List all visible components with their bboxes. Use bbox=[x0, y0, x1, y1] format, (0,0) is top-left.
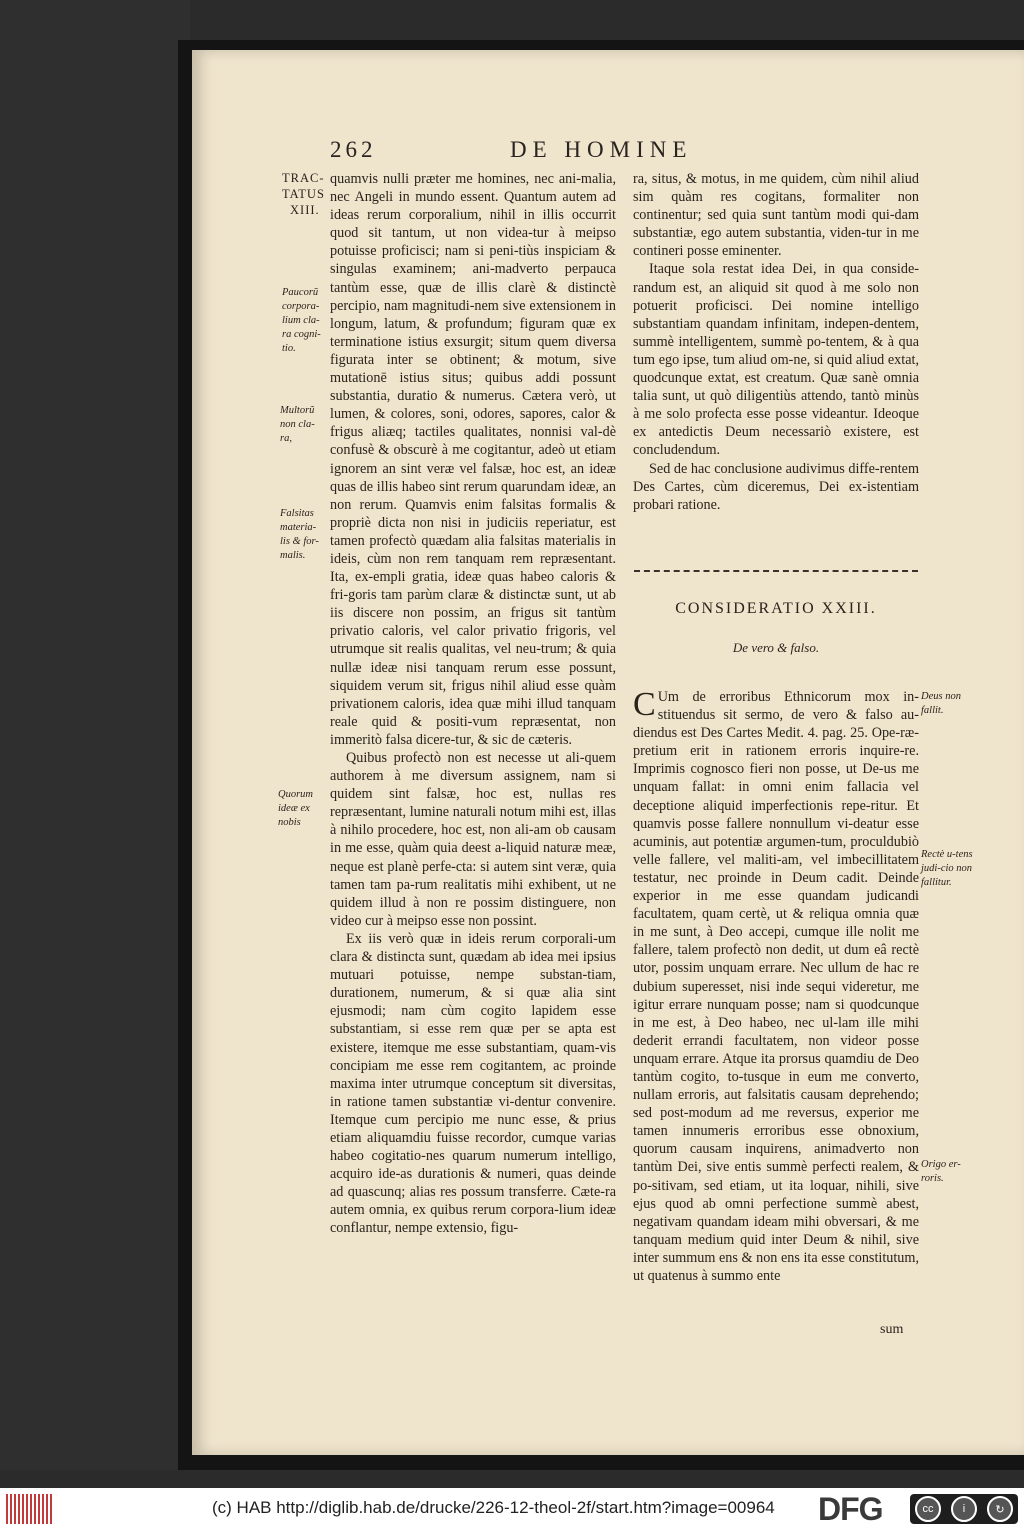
barcode-icon bbox=[6, 1494, 52, 1524]
marginal-note-paucorum: Paucorũ corpora-lium cla-ra cogni-tio. bbox=[282, 287, 321, 354]
right-paragraph-2: Itaque sola restat idea Dei, in qua conside-randum est, an aliquid sit quod à me solo non potuerit proficisci. Dei nomine intelligo substantiam quandam infinitam, indepen-dentem, summè intelligentem, summè po-tentem, & à qua tum ego ipse, tum aliud om-ne, si quid aliud extat, quodcunque extat, est creatum. Quæ sanè omnia talia sunt, ut quò diligentiùs attendo, tantò minùs à me solo profecta esse posse videantur. Ideoque ex antedictis Deum necessariò existere, est concludendum. bbox=[633, 261, 919, 459]
right-paragraph-3: Sed de hac conclusione audivimus diffe-rentem Des Cartes, cùm diceremus, Dei ex-istentiam probari ratione. bbox=[633, 460, 919, 513]
right-paragraph-1: ra, situs, & motus, in me quidem, cùm nihil aliud sim quàm res cogitans, formaliter non continentur; sed quia sunt tantùm modi qui-dam substantiæ, ego autem substantia, viden-tur in me contineri posse eminenter. bbox=[633, 171, 919, 260]
drop-cap: C bbox=[633, 686, 656, 723]
left-paragraph-2: Quibus profectò non est necesse ut ali-quem authorem à me diversum assignem, nam si quidem sint falsæ, hoc est, nullas res repræsentant, lumine naturali notum mihi est, illas à nihilo procedere, hoc est, non ali-am ob causam in me esse, quàm quia deest a-liquid naturæ meæ, neque est planè perfe-cta: si autem sint veræ, quia tamen tam pa-rum realitatis mihi exhibent, ut ne quidem illud à non re possim distinguere, non video cur à meipso esse non possint. bbox=[330, 750, 616, 929]
section-heading: CONSIDERATIO XXIII. bbox=[675, 600, 877, 617]
tract-label-line2: TATUS bbox=[282, 187, 325, 201]
catchword: sum bbox=[880, 1322, 904, 1337]
left-column bbox=[330, 170, 616, 1238]
background-strip bbox=[0, 0, 190, 1470]
license-badge[interactable] bbox=[910, 1494, 1018, 1524]
marginal-note-recte-utens: Rectè u-tens judi-cio non fallitur. bbox=[921, 849, 973, 888]
tract-label-line1: TRAC- bbox=[282, 171, 325, 185]
running-head bbox=[330, 137, 710, 167]
page-number: 262 bbox=[330, 137, 377, 162]
right-paragraph-4-text: Um de erroribus Ethnicorum mox in-stituendus sit sermo, de vero & falso au-diendus est Des Cartes Medit. 4. pag. 25. Ope-ræ-pretium erit in rationem erroris inquire-re. Imprimis cognosco fieri non posse, ut De-us me unquam fallat: in omni enim fallacia vel deceptione aliquid imperfectionis repe-ritur. Et quamvis posse fallere nonnullum vi-deatur esse acuminis, aut potentiæ argumen-tum, proculdubiò velle fallere, vel maliti-am, vel imbecillitatem testatur, nec proinde in Deum cadit. Deinde experior in me esse quandam judicandi facultatem, quam certè, ut & reliqua omnia quæ in me sunt, à Deo accepi, cumque ille nolit me fallere, talem profectò non dedit, ut dum eâ rectè utor, possim unquam errare. Nec ullum de hac re dubium superesset, nisi inde sequi videretur, me igitur errare nunquam posse; nam si quodcunque in me est, à Deo habeo, nec ul-lam ille mihi dederit errandi facultatem, non videor posse unquam errare. Atque ita prorsus quamdiu de Deo tantùm cogito, to-tusque in eum me converto, nullam erroris, aut falsitatis causam deprehendo; sed post-modum ad me reversus, experior me tamen innumeris erroribus esse obnoxium, quorum causam inquirens, animadverto non tantùm Dei, sive entis summè perfecti realem, & po-sitivam, sed etiam, ut ita loquar, nihili, sive ejus quod ab omni perfectione summè abest, negativam quandam ideam mihi obversari, & me tanquam medium quid inter Deum & nihil, sive inter summum ens & non ens ita esse constitutum, ut quatenus à summo ente bbox=[633, 689, 919, 1284]
right-column-bottom bbox=[633, 688, 919, 1285]
tract-label bbox=[282, 170, 328, 218]
by-icon: i bbox=[951, 1496, 977, 1522]
copyright-link[interactable]: (c) HAB http://diglib.hab.de/drucke/226-12-theol-2f/start.htm?image=00964 bbox=[212, 1498, 775, 1517]
marginal-note-quorum: Quorum ideæ ex nobis bbox=[278, 789, 314, 828]
marginal-note-falsitas: Falsitas materia-lis & for-malis. bbox=[280, 508, 319, 561]
tract-label-line3: XIII. bbox=[290, 203, 320, 217]
cc-icon: cc bbox=[915, 1496, 941, 1522]
marginal-note-deus-non: Deus non fallit. bbox=[921, 691, 961, 716]
section-divider bbox=[634, 570, 918, 572]
right-column-top bbox=[633, 170, 919, 514]
footer-bar bbox=[0, 1488, 1024, 1529]
left-paragraph-3: Ex iis verò quæ in ideis rerum corporali-um clara & distincta sunt, quædam ab idea mei ipsius mutuari potuisse, nempe substan-tiam, durationem, numerum, & si quæ alia sint ejusmodi; nam cùm cogito lapidem esse substantiam, si esse rem quæ per se apta est existere, itemque me esse substantiam, quam-vis concipiam me esse rem cogitantem, ac proinde maxima inter utrumque conceptum sit diversitas, in ratione tamen substantiæ vi-dentur convenire. Itemque cum percipio me nunc esse, & prius etiam aliquamdiu fuisse recordor, cumque varias habeo cogitatio-nes quarum numerum intelligo, acquiro ide-as durationis & numeri, quas deinde ad quascunq; alias res possum transferre. Cæte-ra autem omnia, ex quibus rerum corpora-lium ideæ conflantur, nempe extensio, figu- bbox=[330, 930, 616, 1237]
dfg-logo: DFG bbox=[818, 1491, 883, 1527]
section-subheading: De vero & falso. bbox=[732, 640, 820, 655]
right-paragraph-4 bbox=[633, 688, 919, 1285]
sa-icon: ↻ bbox=[987, 1496, 1013, 1522]
left-paragraph-1: quamvis nulli præter me homines, nec ani-malia, nec Angeli in mundo essent. Quantum autem ad ideas rerum corporalium, nihil in illis occurrit quod sit tantum, ut non videa-tur à meipso potuisse proficisci; nam si peni-tiùs inspiciam & singulas examinem; ani-madverto perpauca tantùm esse, quæ de illis clarè & distinctè percipio, nam magnitudi-nem sive extensionem in longum, latum, & profundum; figuram quæ ex terminatione istius exsurgit; situm quem diversa figurata inter se obtinent; & motum, sive mutationē istius situs; quibus addi possunt substantia, duratio & numerus. Cætera verò, ut lumen, & colores, soni, odores, sapores, calor & frigus aliæq; tactiles qualitates, nonnisi val-dè confusè & obscurè à me cogitantur, adeò ut etiam ignorem an sint veræ vel falsæ, hoc est, an ideæ quas de illis habeo sint rerum quarundam ideæ, an non rerum. Quamvis enim falsitas formalis & propriè dicta non nisi in judiciis reperiatur, est tamen profectò quædam alia falsitas materialis in ideis, cùm non rem tanquam rem repræsentant. Ita, ex-empli gratia, ideæ quas habeo caloris & fri-goris tam parùm claræ & distinctæ sunt, ut ab iis discere non possim, an frigus sit tantùm privatio caloris, vel calor privatio frigoris, vel utrumque sit realis qualitas, vel neu-trum; & quia nullæ ideæ nisi tanquam rerum esse possunt, siquidem verum sit, frigus nihil aliud esse quàm privationem caloris, idea quæ mihi illud tanquam reale quid & positi-vum repræsentat, non immeritò falsa dicere-tur, & sic de cæteris. bbox=[330, 171, 616, 748]
running-title: DE HOMINE bbox=[510, 137, 693, 162]
marginal-note-origo: Origo er-roris. bbox=[921, 1159, 961, 1184]
marginal-note-multorum: Multorũ non cla-ra, bbox=[280, 405, 315, 444]
